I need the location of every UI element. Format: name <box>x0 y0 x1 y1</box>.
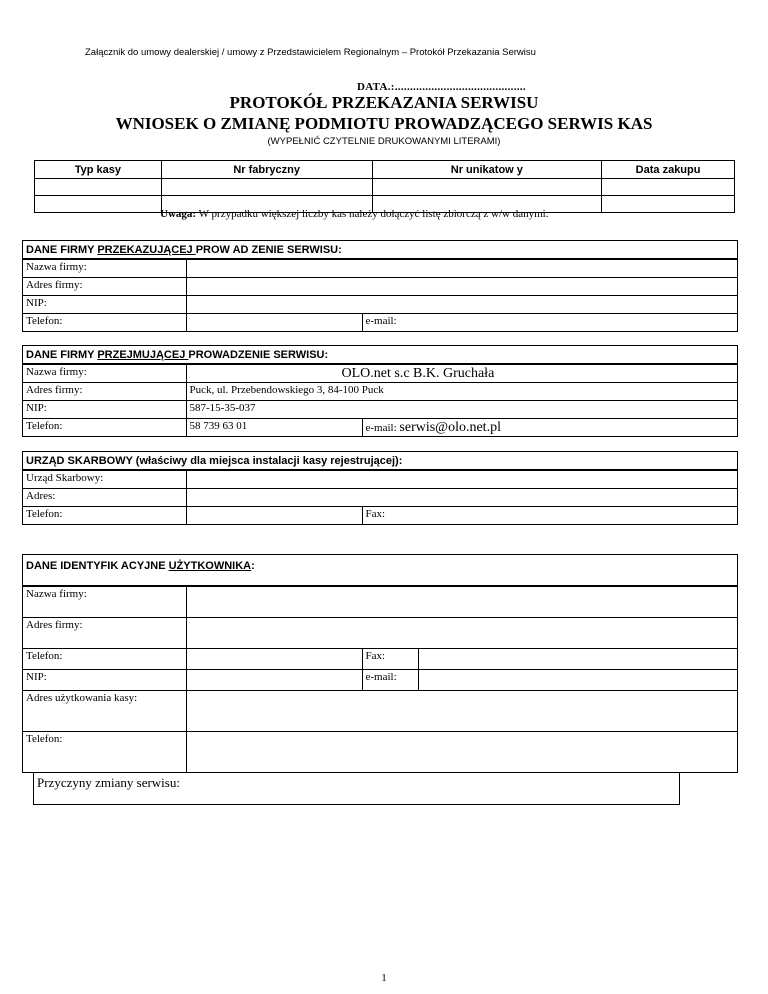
email-label: e-mail: <box>365 315 397 327</box>
company-address-label: Adres firmy: <box>23 383 186 401</box>
section-title-text: PROWADZENIE SERWISU: <box>188 349 329 361</box>
phone-field[interactable] <box>186 732 737 773</box>
phone-field[interactable] <box>186 649 362 670</box>
receiving-company-section <box>22 345 738 437</box>
company-name-field[interactable] <box>186 260 737 278</box>
document-title: PROTOKÓŁ PRZEKAZANIA SERWISU <box>229 93 539 112</box>
serial-number-cell[interactable] <box>161 179 372 196</box>
reasons-field[interactable] <box>33 772 680 805</box>
column-header-unique-number: Nr unikatow y <box>372 161 602 179</box>
section-title-text: PROW AD ZENIE SERWISU: <box>195 244 342 256</box>
email-field[interactable] <box>362 314 737 332</box>
nip-label: NIP: <box>23 401 186 419</box>
attachment-note: Załącznik do umowy dealerskiej / umowy z Przedstawicielem Regionalnym – Protokół Przekazania Serwisu <box>85 47 536 58</box>
section-title <box>23 555 737 586</box>
column-header-purchase-date: Data zakupu <box>602 161 735 179</box>
company-name-label: Nazwa firmy: <box>23 365 186 383</box>
company-name-value: OLO.net s.c B.K. Gruchała <box>341 366 495 381</box>
phone-field[interactable] <box>186 507 362 525</box>
nip-field[interactable]: 587-15-35-037 <box>186 401 737 419</box>
section-title-underlined: PRZEJMUJĄCEJ <box>97 349 189 361</box>
nip-label: NIP: <box>23 296 186 314</box>
tax-office-address-field[interactable] <box>186 489 737 507</box>
email-label: e-mail: <box>362 670 418 691</box>
nip-field[interactable] <box>186 670 362 691</box>
section-title-text: DANE FIRMY <box>26 349 98 361</box>
phone-label: Telefon: <box>23 732 186 773</box>
date-field[interactable]: DATA.:........................................... <box>357 81 526 93</box>
tax-office-address-label: Adres: <box>23 489 186 507</box>
table-header-row <box>35 161 735 179</box>
usage-address-field[interactable] <box>186 691 737 732</box>
section-title-underlined: UŻYTKOWNIKA <box>168 560 252 572</box>
phone-label: Telefon: <box>23 649 186 670</box>
phone-label: Telefon: <box>23 507 186 525</box>
handing-company-section <box>22 240 738 332</box>
section-title-text: : <box>251 560 255 572</box>
note-text: W przypadku większej liczby kas należy dołączyć listę zbiorczą z w/w danymi. <box>196 208 549 220</box>
section-title <box>23 346 737 364</box>
fax-label: Fax: <box>365 508 386 520</box>
section-title: URZĄD SKARBOWY (właściwy dla miejsca instalacji kasy rejestrującej): <box>23 452 737 470</box>
document-subtitle: WNIOSEK O ZMIANĘ PODMIOTU PROWADZĄCEGO SERWIS KAS <box>115 114 653 133</box>
company-name-label: Nazwa firmy: <box>23 587 186 618</box>
phone-label: Telefon: <box>23 419 186 437</box>
company-address-field[interactable] <box>186 618 737 649</box>
section-title <box>23 241 737 259</box>
fax-field[interactable] <box>418 649 737 670</box>
company-name-label: Nazwa firmy: <box>23 260 186 278</box>
nip-label: NIP: <box>23 670 186 691</box>
usage-address-label: Adres użytkowania kasy: <box>23 691 186 732</box>
email-value: serwis@olo.net.pl <box>399 420 501 435</box>
fax-label: Fax: <box>362 649 418 670</box>
tax-office-section <box>22 451 738 525</box>
note <box>160 208 548 220</box>
purchase-date-cell[interactable] <box>602 196 735 213</box>
email-field[interactable] <box>418 670 737 691</box>
cash-registers-table <box>34 160 735 213</box>
email-label: e-mail: <box>365 422 397 434</box>
nip-field[interactable] <box>186 296 737 314</box>
company-address-field[interactable] <box>186 278 737 296</box>
section-title-text: DANE IDENTYFIK ACYJNE <box>26 560 169 572</box>
section-title-text: DANE FIRMY <box>26 244 98 256</box>
column-header-serial-number: Nr fabryczny <box>161 161 372 179</box>
reasons-label: Przyczyny zmiany serwisu: <box>37 775 180 790</box>
company-address-field[interactable]: Puck, ul. Przebendowskiego 3, 84-100 Puck <box>186 383 737 401</box>
register-type-cell[interactable] <box>35 179 162 196</box>
column-header-register-type: Typ kasy <box>35 161 162 179</box>
fax-field[interactable] <box>362 507 737 525</box>
page-number: 1 <box>381 972 387 984</box>
company-name-field[interactable] <box>186 365 737 383</box>
table-row <box>35 179 735 196</box>
company-address-label: Adres firmy: <box>23 618 186 649</box>
purchase-date-cell[interactable] <box>602 179 735 196</box>
company-name-field[interactable] <box>186 587 737 618</box>
note-label: Uwaga: <box>160 208 197 220</box>
user-identification-section <box>22 554 738 773</box>
tax-office-label: Urząd Skarbowy: <box>23 471 186 489</box>
phone-field[interactable]: 58 739 63 01 <box>186 419 362 437</box>
phone-label: Telefon: <box>23 314 186 332</box>
tax-office-field[interactable] <box>186 471 737 489</box>
unique-number-cell[interactable] <box>372 179 602 196</box>
email-field[interactable] <box>362 419 737 437</box>
company-address-label: Adres firmy: <box>23 278 186 296</box>
fill-instruction: (WYPEŁNIĆ CZYTELNIE DRUKOWANYMI LITERAMI) <box>267 136 501 147</box>
register-type-cell[interactable] <box>35 196 162 213</box>
section-title-underlined: PRZEKAZUJĄCEJ <box>97 244 196 256</box>
phone-field[interactable] <box>186 314 362 332</box>
